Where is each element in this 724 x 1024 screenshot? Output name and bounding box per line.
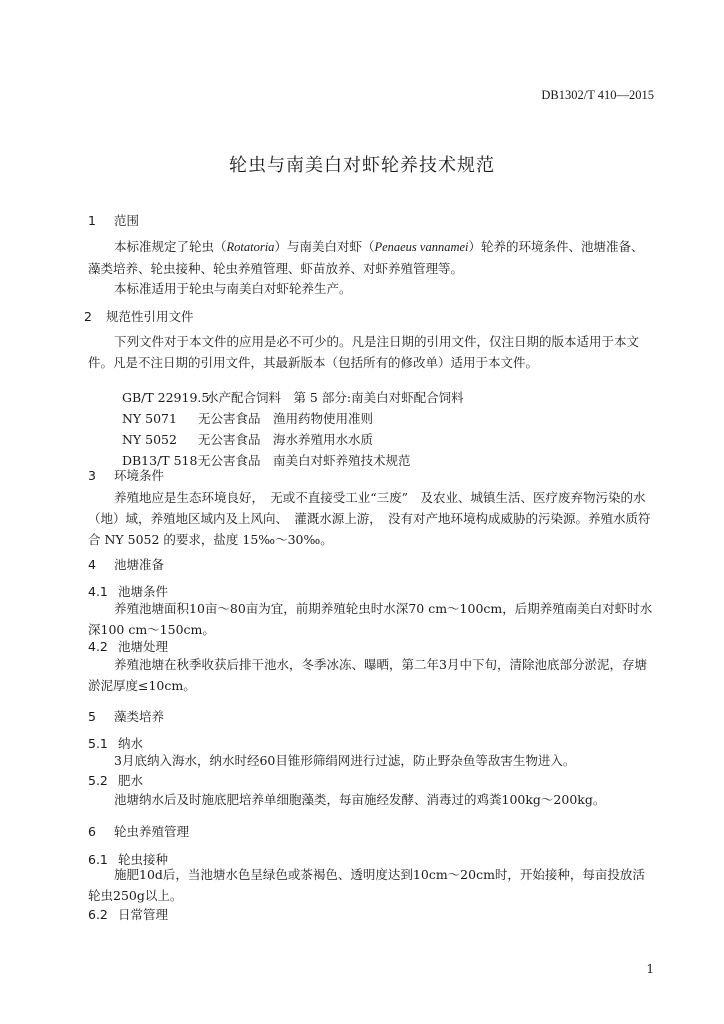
page-number: 1 — [646, 962, 654, 976]
text-run: 下列文件对于本文件的应用是必不可少的。凡是注日期的引用文件，仅注日期的版本适用于本文件。凡是不注日期的引用文件，其最新版本（包括所有的修改单）适用于本文件。 — [88, 334, 640, 370]
latin-name: Rotatoria — [226, 240, 275, 254]
reference-title: 水产配合饲料 第 5 部分:南美白对虾配合饲料 — [205, 390, 464, 405]
document-title: 轮虫与南美白对虾轮养技术规范 — [229, 155, 495, 176]
section-title: 规范性引用文件 — [106, 309, 194, 324]
section-number: 3 — [88, 468, 96, 483]
reference-code: DB13/T 518 — [121, 453, 198, 468]
subsection-4-2-heading — [88, 637, 168, 655]
reference-title: 无公害食品 渔用药物使用准则 — [197, 411, 373, 426]
text-run: 养殖地应是生态环境良好， 无或不直接受工业“三废” 及农业、城镇生活、医疗废弃物污染的水（地）域，养殖地区域内及上风向、 灌溉水源上游， 没有对产地环境构成威胁的污染源。养殖水质符合 NY 5052 的要求，盐度 15‰～30‰。 — [88, 490, 651, 547]
text-run: 养殖池塘面积10亩～80亩为宜，前期养殖轮虫时水深70 cm～100cm，后期养殖南美白对虾时水深100 cm～150cm。 — [88, 601, 653, 637]
text-run: 3月底纳入海水，纳水时经60目锥形筛绢网进行过滤，防止野杂鱼等敌害生物进入。 — [114, 753, 576, 768]
subsection-5-2-heading — [88, 771, 143, 789]
subsection-4-2-paragraph — [88, 654, 656, 696]
subsection-number: 5.1 — [88, 736, 108, 751]
section-6-heading — [88, 822, 189, 840]
subsection-title: 日常管理 — [118, 907, 169, 922]
section-title: 范围 — [114, 213, 140, 228]
section-number: 2 — [84, 309, 92, 324]
subsection-number: 6.2 — [88, 907, 108, 922]
text-run: 养殖池塘在秋季收获后排干池水，冬季冰冻、曝晒，第二年3月中下旬，清除池底部分淤泥，存塘淤泥厚度≤10cm。 — [88, 657, 647, 693]
section-2-heading — [84, 307, 194, 325]
section-title: 藻类培养 — [114, 709, 165, 724]
reference-code: GB/T 22919.5 — [121, 390, 210, 405]
subsection-number: 4.2 — [88, 639, 108, 654]
text-run: 池塘纳水后及时施底肥培养单细胞藻类，每亩施经发酵、消毒过的鸡粪100kg～200kg。 — [114, 792, 606, 807]
text-run: 施肥10d后，当池塘水色呈绿色或茶褐色、透明度达到10cm～20cm时，开始接种，每亩投放活轮虫250g以上。 — [88, 867, 645, 903]
subsection-title: 池塘条件 — [118, 584, 169, 599]
subsection-number: 6.1 — [88, 852, 108, 867]
section-title: 环境条件 — [114, 468, 165, 483]
section-title: 轮虫养殖管理 — [114, 824, 190, 839]
text-run: ）轮养的环境条件、池塘准备、藻类培养、轮虫接种、轮虫养殖管理、虾苗放养、对虾养殖管理等。 — [88, 239, 644, 276]
section-number: 5 — [88, 709, 96, 724]
section-4-heading — [88, 555, 164, 573]
subsection-number: 4.1 — [88, 584, 108, 599]
section-1-paragraph-1 — [88, 236, 656, 279]
section-2-paragraph-1 — [88, 331, 656, 373]
section-number: 1 — [88, 213, 96, 228]
subsection-title: 纳水 — [118, 736, 144, 751]
text-run: 本标准规定了轮虫（ — [114, 239, 227, 254]
reference-code: NY 5052 — [121, 432, 177, 447]
section-1-paragraph-2 — [88, 278, 656, 299]
reference-code: NY 5071 — [121, 411, 177, 426]
latin-name: Penaeus vannamei — [374, 240, 469, 254]
section-3-paragraph-1 — [88, 487, 656, 550]
reference-item — [114, 436, 410, 469]
reference-title: 无公害食品 海水养殖用水水质 — [197, 432, 373, 447]
subsection-title: 轮虫接种 — [118, 852, 169, 867]
section-3-heading — [88, 466, 164, 484]
section-5-heading — [88, 707, 164, 725]
section-number: 4 — [88, 557, 96, 572]
section-title: 池塘准备 — [114, 557, 165, 572]
text-run: 本标准适用于轮虫与南美白对虾轮养生产。 — [114, 281, 352, 296]
subsection-6-1-paragraph — [88, 864, 656, 906]
reference-title: 无公害食品 南美白对虾养殖技术规范 — [197, 453, 411, 468]
section-1-heading — [88, 211, 139, 229]
standard-code: DB1302/T 410—2015 — [541, 88, 654, 102]
section-number: 6 — [88, 824, 96, 839]
subsection-title: 肥水 — [118, 773, 144, 788]
subsection-5-1-paragraph — [88, 750, 656, 771]
subsection-6-2-heading — [88, 905, 168, 923]
subsection-title: 池塘处理 — [118, 639, 169, 654]
subsection-number: 5.2 — [88, 773, 108, 788]
subsection-5-2-paragraph — [88, 789, 656, 810]
text-run: ）与南美白对虾（ — [274, 239, 375, 254]
subsection-4-1-paragraph — [88, 598, 656, 640]
